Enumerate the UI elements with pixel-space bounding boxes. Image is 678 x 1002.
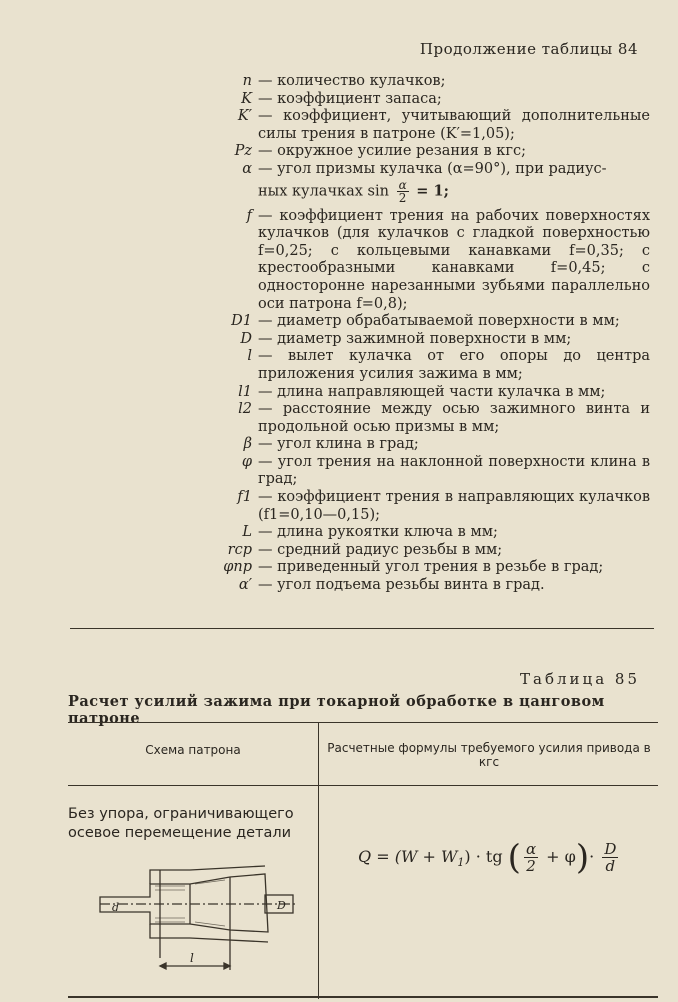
- definition-item: f — коэффициент трения на рабочих поверхностях кулачков (для кулачков с гладкой поверхностью f=0,25; с кольцевыми канавками f=0,35; с крестообразными канавками f=0,45; с односторонне нарезанными зубьями параллельно оси патрона f=0,8);: [190, 208, 650, 314]
- definition-text: количество кулачков;: [277, 73, 446, 89]
- collet-chuck-drawing: [90, 862, 310, 977]
- definition-symbol: L: [242, 524, 252, 541]
- section-divider: [70, 628, 654, 629]
- definition-text: коэффициент запаса;: [277, 90, 442, 107]
- definition-item: n — количество кулачков;: [190, 73, 650, 91]
- column-header-scheme: Схема патрона: [145, 743, 241, 757]
- definition-text: коэффициент трения на рабочих поверхностях кулачков (для кулачков с гладкой поверхностью f=0,25; с кольцевыми канавками f=0,35; с крестообразными канавками f=0,45; с односторонне нарезанными зубьями параллельно оси патрона f=0,8);: [258, 207, 650, 312]
- column-header-formulas: Расчетные формулы требуемого усилия привода в кгс: [327, 741, 651, 769]
- definition-text: угол подъема резьбы винта в град.: [277, 577, 545, 594]
- definition-item: K′ — коэффициент, учитывающий дополнительные силы трения в патроне (K′=1,05);: [190, 108, 650, 143]
- definition-text: коэффициент, учитывающий дополнительные силы трения в патроне (K′=1,05);: [258, 108, 650, 142]
- clamping-force-formula: $Q = (W + W_1)$ · tg ( $\frac{\alpha}{2}$ + φ)· $\frac{D}{d}$: [358, 837, 617, 878]
- definition-item: l — вылет кулачка от его опоры до центра приложения усилия зажима в мм;: [190, 348, 650, 383]
- definition-text: длина рукоятки ключа в мм;: [277, 524, 498, 541]
- definition-item: l1 — длина направляющей части кулачка в мм;: [190, 384, 650, 402]
- definition-symbol: D1: [231, 313, 252, 330]
- table-bottom-rule: [68, 996, 658, 998]
- drawing-label-d: d: [112, 901, 120, 914]
- definition-item: α′ — угол подъема резьбы винта в град.: [190, 577, 650, 595]
- definition-symbol: Pz: [234, 143, 252, 160]
- definition-symbol: f: [246, 207, 252, 224]
- definition-symbol: f1: [237, 489, 252, 506]
- definition-symbol: β: [243, 436, 252, 453]
- definition-text: средний радиус резьбы в мм;: [277, 541, 503, 558]
- definition-symbol: l2: [238, 401, 252, 418]
- table-title: Расчет усилий зажима при токарной обработке в цанговом патроне: [68, 693, 605, 727]
- definition-item: φ — угол трения на наклонной поверхности клина в град;: [190, 454, 650, 489]
- definition-symbol: φ: [241, 453, 252, 470]
- definition-item: β — угол клина в град;: [190, 436, 650, 454]
- diameter-ratio-fraction: $\frac{D}{d}$: [604, 840, 617, 875]
- column-divider: [318, 723, 319, 999]
- definition-text: диаметр зажимной поверхности в мм;: [277, 330, 572, 347]
- alpha-half-fraction: $\frac{\alpha}{2}$: [525, 840, 537, 875]
- definition-text: угол трения на наклонной поверхности клина в град;: [258, 453, 651, 488]
- definition-item: K — коэффициент запаса;: [190, 91, 650, 109]
- definition-symbol: D: [240, 330, 252, 347]
- definition-symbol: n: [242, 73, 252, 89]
- definition-item: D — диаметр зажимной поверхности в мм;: [190, 331, 650, 349]
- definition-symbol: K: [241, 90, 252, 107]
- definition-text: расстояние между осью зажимного винта и продольной осью призмы в мм;: [258, 401, 650, 435]
- definition-text: угол клина в град;: [277, 436, 419, 453]
- definition-text: окружное усилие резания в кгс;: [277, 143, 526, 160]
- definition-symbol: l: [247, 348, 252, 365]
- scheme-description: Без упора, ограничивающего осевое перемещение детали: [68, 806, 294, 841]
- definition-item: D1 — диаметр обрабатываемой поверхности в мм;: [190, 313, 650, 331]
- definition-item: α — угол призмы кулачка (α=90°), при радиус- ных кулачках sin $\frac{\alpha}{2}$ = 1;: [190, 161, 650, 204]
- definition-text: длина направляющей части кулачка в мм;: [277, 383, 606, 400]
- sin-fraction: $\frac{\alpha}{2}$: [398, 177, 407, 205]
- definition-text-end: = 1;: [416, 182, 449, 200]
- definition-symbol: rср: [227, 541, 252, 558]
- drawing-label-l: l: [190, 951, 194, 965]
- definition-symbol: φпр: [223, 559, 252, 576]
- definition-item: rср — средний радиус резьбы в мм;: [190, 542, 650, 560]
- definition-symbol: K′: [237, 108, 252, 125]
- drawing-label-D: D: [277, 899, 286, 912]
- header-rule: [68, 785, 658, 786]
- definition-item: Pz — окружное усилие резания в кгс;: [190, 143, 650, 161]
- definition-text: приведенный угол трения в резьбе в град;: [277, 559, 604, 576]
- definitions-list: [190, 73, 650, 595]
- definition-text: угол призмы кулачка (α=90°), при радиус-: [277, 160, 607, 177]
- definition-text: вылет кулачка от его опоры до центра приложения усилия зажима в мм;: [258, 348, 651, 382]
- definition-symbol: l1: [238, 383, 252, 400]
- definition-item: φпр — приведенный угол трения в резьбе в град;: [190, 559, 650, 577]
- definition-text: диаметр обрабатываемой поверхности в мм;: [277, 313, 620, 330]
- definition-text: коэффициент трения в направляющих кулачков (f1=0,10—0,15);: [258, 489, 651, 523]
- definition-symbol: α: [242, 160, 252, 177]
- continuation-heading: Продолжение таблицы 84: [419, 40, 638, 58]
- definition-item: L — длина рукоятки ключа в мм;: [190, 524, 650, 542]
- definition-item: f1 — коэффициент трения в направляющих кулачков (f1=0,10—0,15);: [190, 489, 650, 524]
- definition-item: l2 — расстояние между осью зажимного винта и продольной осью призмы в мм;: [190, 401, 650, 436]
- definition-symbol: α′: [238, 577, 252, 594]
- definition-text-cont: ных кулачках sin: [258, 183, 389, 200]
- table-number: Таблица 85: [520, 670, 640, 688]
